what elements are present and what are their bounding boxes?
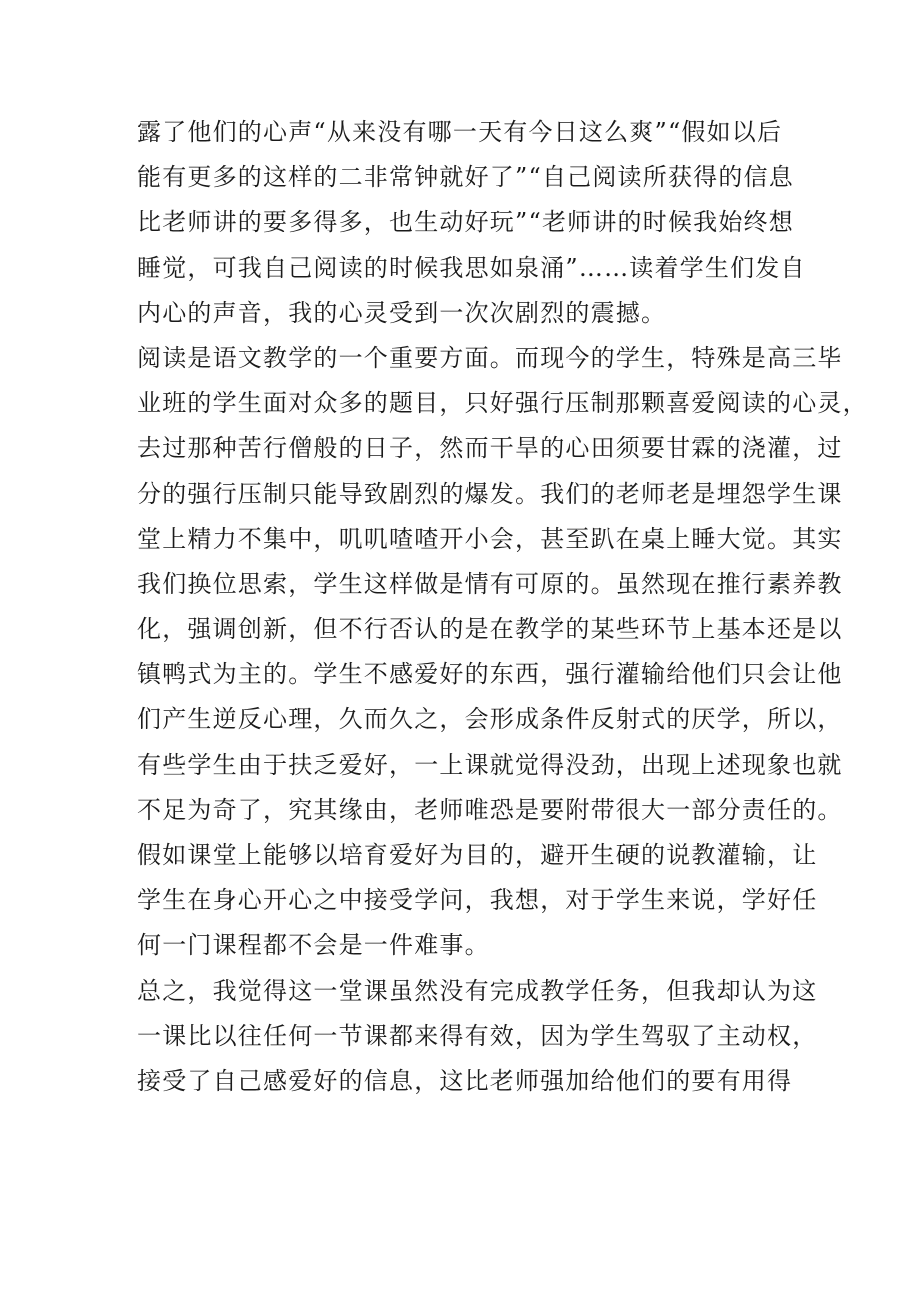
text-line: 业班的学生面对众多的题目，只好强行压制那颗喜爱阅读的心灵，: [137, 389, 868, 418]
text-line: 不足为奇了，究其缘由，老师唯恐是要附带很大一部分责任的。: [137, 795, 843, 824]
text-line: 一课比以往任何一节课都来得有效，因为学生驾驭了主动权，: [137, 1021, 818, 1050]
text-line: 假如课堂上能够以培育爱好为目的，避开生硬的说教灌输，让: [137, 841, 818, 869]
text-line: 总之，我觉得这一堂课虽然没有完成教学任务，但我却认为这: [137, 976, 818, 1005]
text-line: 分的强行压制只能导致剧烈的爆发。我们的老师老是埋怨学生课: [137, 479, 843, 508]
text-line: 堂上精力不集中，叽叽喳喳开小会，甚至趴在桌上睡大觉。其实: [137, 524, 843, 553]
text-line: 阅读是语文教学的一个重要方面。而现今的学生，特殊是高三毕: [137, 343, 843, 372]
text-line: 比老师讲的要多得多，也生动好玩”“老师讲的时候我始终想: [137, 208, 794, 237]
text-line: 睡觉，可我自己阅读的时候我思如泉涌”……读着学生们发自: [137, 253, 806, 282]
text-line: 接受了自己感爱好的信息，这比老师强加给他们的要有用得: [137, 1066, 793, 1095]
text-line: 何一门课程都不会是一件难事。: [137, 931, 490, 960]
text-line: 化，强调创新，但不行否认的是在教学的某些环节上基本还是以: [137, 615, 843, 644]
text-line: 去过那种苦行僧般的日子，然而干旱的心田须要甘霖的浇灌，过: [137, 434, 843, 463]
text-line: 能有更多的这样的二非常钟就好了”“自己阅读所获得的信息: [137, 163, 794, 192]
body-text: [137, 110, 868, 1104]
text-line: 镇鸭式为主的。学生不感爱好的东西，强行灌输给他们只会让他: [137, 660, 843, 689]
text-line: 露了他们的心声“从来没有哪一天有今日这么爽”“假如以后: [137, 118, 783, 146]
text-line: 内心的声音，我的心灵受到一次次剧烈的震撼。: [137, 298, 667, 327]
text-line: 学生在身心开心之中接受学问，我想，对于学生来说，学好任: [137, 886, 818, 915]
text-line: 们产生逆反心理，久而久之，会形成条件反射式的厌学，所以，: [137, 705, 843, 734]
text-line: 有些学生由于扶乏爱好，一上课就觉得没劲，出现上述现象也就: [137, 750, 843, 779]
text-line: 我们换位思索，学生这样做是情有可原的。虽然现在推行素养教: [137, 569, 843, 598]
